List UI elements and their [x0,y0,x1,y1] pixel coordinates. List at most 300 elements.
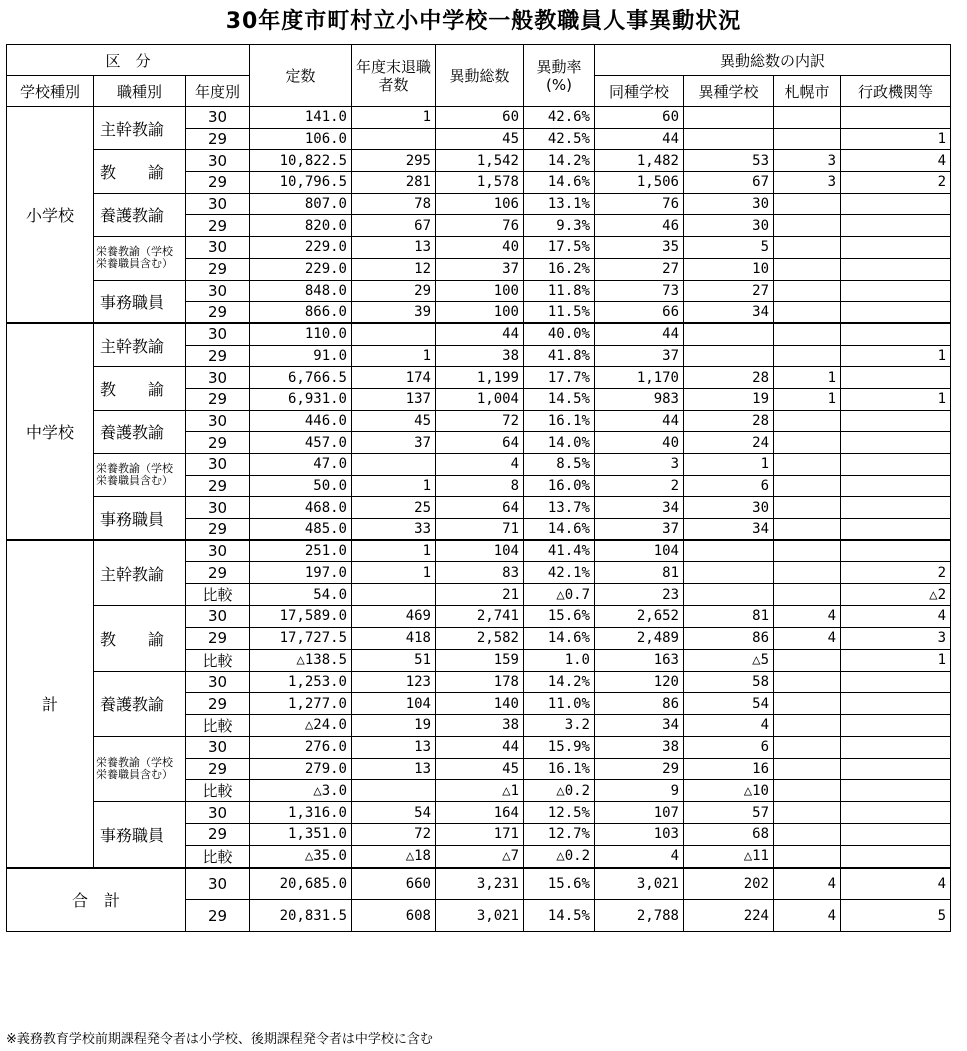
value-cell: 46 [595,215,684,237]
value-cell [841,215,951,237]
value-cell: 37 [352,432,436,454]
value-cell: 820.0 [250,215,352,237]
value-cell: 4 [774,900,841,932]
value-cell: 45 [352,410,436,432]
value-cell: 14.6% [524,519,595,541]
job-type-cell: 養護教諭 [94,193,186,236]
value-cell [774,845,841,868]
value-cell: 2,582 [436,627,524,649]
value-cell: 13 [352,758,436,780]
value-cell [352,780,436,802]
value-cell: 608 [352,900,436,932]
value-cell [841,280,951,302]
value-cell: 106 [436,193,524,215]
value-cell [774,237,841,259]
table-header [7,45,951,107]
value-cell: 66 [595,302,684,324]
school-type-cell: 中学校 [7,323,94,540]
year-cell: 30 [186,802,250,824]
value-cell: 16.1% [524,410,595,432]
value-cell [774,780,841,802]
value-cell: 13 [352,237,436,259]
value-cell: 1,351.0 [250,823,352,845]
value-cell: 251.0 [250,540,352,562]
value-cell: 4 [774,868,841,900]
value-cell [841,237,951,259]
value-cell: 40 [595,432,684,454]
header-teiin: 定数 [250,45,352,107]
value-cell: 38 [436,714,524,736]
value-cell: 81 [595,562,684,584]
value-cell: 19 [684,388,774,410]
value-cell: 67 [352,215,436,237]
job-type-cell: 主幹教諭 [94,107,186,150]
value-cell [684,128,774,150]
year-cell: 29 [186,758,250,780]
value-cell: 3,021 [595,868,684,900]
value-cell: 3 [774,172,841,194]
value-cell [684,345,774,367]
year-cell: 30 [186,671,250,693]
year-cell: 29 [186,693,250,715]
value-cell: 141.0 [250,107,352,129]
value-cell: 30 [684,215,774,237]
value-cell: 13.7% [524,497,595,519]
year-cell: 30 [186,868,250,900]
value-cell: 178 [436,671,524,693]
job-type-cell: 事務職員 [94,497,186,540]
value-cell [841,519,951,541]
year-cell: 29 [186,562,250,584]
value-cell: 29 [352,280,436,302]
value-cell: 164 [436,802,524,824]
header-year: 年度別 [186,76,250,107]
value-cell: 468.0 [250,497,352,519]
value-cell: △24.0 [250,714,352,736]
value-cell: △3.0 [250,780,352,802]
value-cell: 34 [595,714,684,736]
value-cell: 81 [684,606,774,628]
value-cell: 42.1% [524,562,595,584]
value-cell: 67 [684,172,774,194]
value-cell [841,671,951,693]
value-cell [352,128,436,150]
value-cell: 103 [595,823,684,845]
header-sapporo: 札幌市 [774,76,841,107]
value-cell: 1 [774,367,841,389]
value-cell: 2,741 [436,606,524,628]
value-cell [774,280,841,302]
value-cell: 2,788 [595,900,684,932]
value-cell: 13.1% [524,193,595,215]
value-cell: 104 [436,540,524,562]
year-cell: 30 [186,367,250,389]
value-cell: △138.5 [250,649,352,671]
value-cell: 24 [684,432,774,454]
value-cell: 38 [595,736,684,758]
value-cell: 1 [352,562,436,584]
value-cell [774,671,841,693]
year-cell: 30 [186,497,250,519]
value-cell: 174 [352,367,436,389]
year-cell: 30 [186,193,250,215]
value-cell [774,193,841,215]
value-cell: 4 [841,606,951,628]
header-job-type: 職種別 [94,76,186,107]
value-cell: 4 [684,714,774,736]
table-row [7,671,951,693]
value-cell: 54 [352,802,436,824]
value-cell: △7 [436,845,524,868]
value-cell: 45 [436,758,524,780]
value-cell: 9.3% [524,215,595,237]
value-cell: 2 [841,562,951,584]
value-cell: 3 [841,627,951,649]
value-cell: 202 [684,868,774,900]
value-cell: 1,482 [595,150,684,172]
year-cell: 29 [186,215,250,237]
year-cell: 29 [186,823,250,845]
year-cell: 30 [186,454,250,476]
value-cell: 11.5% [524,302,595,324]
value-cell: 1,506 [595,172,684,194]
value-cell: 20,685.0 [250,868,352,900]
value-cell: 27 [595,258,684,280]
value-cell: 38 [436,345,524,367]
value-cell: 4 [841,150,951,172]
job-type-cell: 事務職員 [94,280,186,323]
value-cell: 44 [436,323,524,345]
value-cell: △18 [352,845,436,868]
table-row [7,736,951,758]
header-kubun: 区 分 [7,45,250,76]
value-cell: 4 [774,606,841,628]
value-cell: 197.0 [250,562,352,584]
value-cell: 54.0 [250,584,352,606]
table-row [7,540,951,562]
value-cell [684,562,774,584]
value-cell: △5 [684,649,774,671]
value-cell [841,367,951,389]
value-cell: 229.0 [250,258,352,280]
value-cell: 1,004 [436,388,524,410]
footnote: ※義務教育学校前期課程発令者は小学校、後期課程発令者は中学校に含む [6,1032,433,1047]
value-cell: 41.8% [524,345,595,367]
value-cell [774,497,841,519]
value-cell: 44 [595,128,684,150]
value-cell [352,584,436,606]
value-cell [352,323,436,345]
job-type-cell: 教 諭 [94,150,186,193]
value-cell: 3 [774,150,841,172]
value-cell: 1 [841,345,951,367]
table-body [7,107,951,932]
value-cell: 33 [352,519,436,541]
value-cell: 106.0 [250,128,352,150]
job-type-cell: 養護教諭 [94,671,186,736]
value-cell: 120 [595,671,684,693]
value-cell: 76 [595,193,684,215]
value-cell: 34 [595,497,684,519]
value-cell: 457.0 [250,432,352,454]
value-cell: 14.2% [524,150,595,172]
header-diff: 異種学校 [684,76,774,107]
value-cell: 60 [436,107,524,129]
year-cell: 30 [186,323,250,345]
value-cell: 17,589.0 [250,606,352,628]
year-cell: 29 [186,258,250,280]
table-row [7,150,951,172]
year-cell: 30 [186,736,250,758]
value-cell: 53 [684,150,774,172]
value-cell: 40.0% [524,323,595,345]
value-cell: 20,831.5 [250,900,352,932]
value-cell: 159 [436,649,524,671]
value-cell: 54 [684,693,774,715]
value-cell: 21 [436,584,524,606]
value-cell: 418 [352,627,436,649]
value-cell: 171 [436,823,524,845]
value-cell: 6 [684,475,774,497]
value-cell [774,584,841,606]
table-row [7,802,951,824]
value-cell [774,432,841,454]
value-cell: 34 [684,302,774,324]
value-cell [684,540,774,562]
value-cell: 163 [595,649,684,671]
value-cell [841,693,951,715]
value-cell [774,823,841,845]
year-cell: 比較 [186,584,250,606]
table-row [7,237,951,259]
header-total: 異動総数 [436,45,524,107]
value-cell: 4 [595,845,684,868]
job-type-cell: 栄養教諭（学校栄養職員含む） [94,454,186,497]
year-cell: 30 [186,280,250,302]
value-cell [774,758,841,780]
value-cell: 14.6% [524,627,595,649]
value-cell: 42.6% [524,107,595,129]
value-cell [841,736,951,758]
value-cell [774,540,841,562]
value-cell: △0.7 [524,584,595,606]
value-cell [841,432,951,454]
value-cell: 2,652 [595,606,684,628]
value-cell: 25 [352,497,436,519]
value-cell: 11.8% [524,280,595,302]
value-cell: 16.2% [524,258,595,280]
value-cell: 1,316.0 [250,802,352,824]
value-cell [774,736,841,758]
value-cell [774,215,841,237]
year-cell: 29 [186,519,250,541]
value-cell: 281 [352,172,436,194]
job-type-cell: 教 諭 [94,367,186,410]
value-cell: 16 [684,758,774,780]
value-cell: 1,199 [436,367,524,389]
value-cell: 2,489 [595,627,684,649]
value-cell [774,302,841,324]
value-cell: 107 [595,802,684,824]
value-cell [841,454,951,476]
table-row [7,606,951,628]
value-cell: 295 [352,150,436,172]
value-cell: 1 [841,649,951,671]
value-cell [841,758,951,780]
value-cell [841,823,951,845]
header-gov: 行政機関等 [841,76,951,107]
value-cell: 14.0% [524,432,595,454]
table-row [7,193,951,215]
year-cell: 29 [186,388,250,410]
value-cell: △11 [684,845,774,868]
value-cell: 45 [436,128,524,150]
value-cell [841,107,951,129]
value-cell: 110.0 [250,323,352,345]
value-cell: 4 [841,868,951,900]
value-cell: 50.0 [250,475,352,497]
value-cell: 14.5% [524,900,595,932]
value-cell: 123 [352,671,436,693]
value-cell: 91.0 [250,345,352,367]
value-cell: 28 [684,367,774,389]
value-cell: 19 [352,714,436,736]
year-cell: 30 [186,150,250,172]
value-cell: 848.0 [250,280,352,302]
job-type-cell: 養護教諭 [94,410,186,453]
value-cell: 660 [352,868,436,900]
value-cell [841,193,951,215]
value-cell: 12 [352,258,436,280]
value-cell: 42.5% [524,128,595,150]
year-cell: 29 [186,900,250,932]
year-cell: 29 [186,627,250,649]
value-cell: 8.5% [524,454,595,476]
value-cell: 1,578 [436,172,524,194]
value-cell: 12.7% [524,823,595,845]
value-cell: 15.6% [524,606,595,628]
value-cell [841,802,951,824]
year-cell: 29 [186,345,250,367]
value-cell: 1 [352,107,436,129]
value-cell: 1.0 [524,649,595,671]
value-cell [774,649,841,671]
value-cell [774,454,841,476]
value-cell: 9 [595,780,684,802]
value-cell: 224 [684,900,774,932]
value-cell: 104 [595,540,684,562]
value-cell: 3,021 [436,900,524,932]
value-cell: 37 [595,345,684,367]
value-cell: 16.0% [524,475,595,497]
value-cell [841,845,951,868]
value-cell: 469 [352,606,436,628]
value-cell [841,714,951,736]
total-row [7,868,951,900]
value-cell: 866.0 [250,302,352,324]
value-cell: 44 [595,410,684,432]
year-cell: 比較 [186,649,250,671]
value-cell [774,475,841,497]
value-cell: 68 [684,823,774,845]
value-cell: 1,170 [595,367,684,389]
value-cell: 104 [352,693,436,715]
value-cell: 1,542 [436,150,524,172]
year-cell: 30 [186,540,250,562]
value-cell [841,302,951,324]
value-cell: 17.7% [524,367,595,389]
value-cell: 10 [684,258,774,280]
value-cell: 35 [595,237,684,259]
value-cell: 64 [436,432,524,454]
value-cell: 51 [352,649,436,671]
school-type-cell: 計 [7,540,94,867]
value-cell: 1,253.0 [250,671,352,693]
year-cell: 30 [186,606,250,628]
value-cell: 29 [595,758,684,780]
value-cell: 60 [595,107,684,129]
value-cell: 1 [841,128,951,150]
job-type-cell: 栄養教諭（学校栄養職員含む） [94,736,186,801]
value-cell: 8 [436,475,524,497]
page-title: 30年度市町村立小中学校一般教職員人事異動状況 [225,9,742,34]
value-cell: 10,822.5 [250,150,352,172]
year-cell: 30 [186,237,250,259]
value-cell: 2 [595,475,684,497]
value-cell: 47.0 [250,454,352,476]
value-cell: 57 [684,802,774,824]
value-cell: 37 [595,519,684,541]
value-cell: 37 [436,258,524,280]
value-cell: 44 [595,323,684,345]
value-cell: 10,796.5 [250,172,352,194]
value-cell [774,562,841,584]
value-cell [841,410,951,432]
value-cell: 6,931.0 [250,388,352,410]
value-cell: 446.0 [250,410,352,432]
value-cell [774,323,841,345]
value-cell [774,258,841,280]
value-cell [841,497,951,519]
value-cell: 229.0 [250,237,352,259]
table-row [7,323,951,345]
value-cell [774,345,841,367]
value-cell: 2 [841,172,951,194]
value-cell: 71 [436,519,524,541]
value-cell: 58 [684,671,774,693]
value-cell [774,714,841,736]
value-cell [352,454,436,476]
header-same: 同種学校 [595,76,684,107]
value-cell: 86 [684,627,774,649]
value-cell: 34 [684,519,774,541]
value-cell: 73 [595,280,684,302]
table-row [7,107,951,129]
header-school-type: 学校種別 [7,76,94,107]
value-cell: 485.0 [250,519,352,541]
value-cell: 4 [436,454,524,476]
year-cell: 比較 [186,845,250,868]
value-cell [774,802,841,824]
value-cell: 1,277.0 [250,693,352,715]
table-row [7,280,951,302]
transfer-table [6,44,951,932]
value-cell: 14.6% [524,172,595,194]
value-cell: 72 [352,823,436,845]
value-cell [841,780,951,802]
value-cell: 137 [352,388,436,410]
value-cell: 6,766.5 [250,367,352,389]
